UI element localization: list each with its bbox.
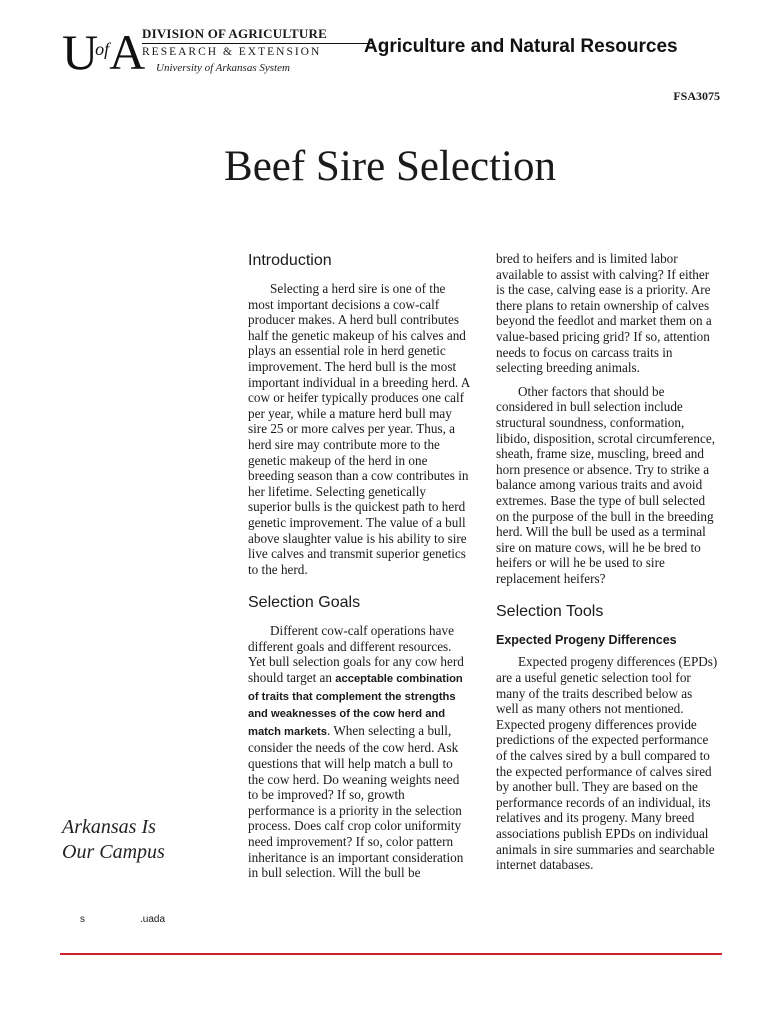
selection-goals-paragraph: Different cow-calf operations have different goals and different resources. Yet bull selection goals for any cow herd should target an acceptable combination of traits that complement the strengths and weaknesses of the cow herd and match markets. When selecting a bull, consider the needs of the cow herd. Ask questions that will help match a bull to the cow herd. Do weaning weights need to be improved? If so, growth performance is a priority in the selection process. Does calf crop color uniformity need improvement? If so, color pattern inheritance is an important consideration in bull selection. Will the bull be (248, 623, 464, 881)
logo-university: University of Arkansas System (156, 62, 290, 74)
page-title: Beef Sire Selection (224, 143, 556, 190)
other-factors-paragraph: Other factors that should be considered in bull selection include structural soundness, conformation, libido, disposition, scrotal circumference, sheath, frame size, muscling, breed and horn presence or absence. Try to strike a balance among various traits and avoid extremes. Base the type of bull selected on the purpose of the bull in the breeding herd. Will the bull be used as a terminal sire on mature cows, will he be bred to heifers or will he be used to sire replacement heifers? (496, 383, 715, 586)
document-number: FSA3075 (673, 89, 720, 103)
epd-heading: Expected Progeny Differences (496, 633, 677, 648)
column-1 (248, 251, 470, 889)
epd-paragraph: Expected progeny differences (EPDs) are a useful genetic selection tool for many of the traits described below as well as many others not mentioned. Expected progeny differences provide predictions of the expected performance of the calves sired by a bull compared to the expected performance of calves sired by another bull. They are based on the performance records of an individual, its relatives and its progeny. Many breed associations publish EPDs on individual animals in sire summaries and searchable internet databases. (496, 654, 718, 873)
series-title: Agriculture and Natural Resources (364, 36, 678, 57)
introduction-heading: Introduction (248, 252, 332, 269)
logo-research-extension: RESEARCH & EXTENSION (142, 46, 322, 58)
selection-goals-heading: Selection Goals (248, 594, 361, 612)
selection-tools-heading: Selection Tools (496, 603, 604, 621)
introduction-paragraph: Selecting a herd sire is one of the most important decisions a cow-calf producer makes. A herd bull contributes half the genetic makeup of his calves and plays an essential role in herd genetic improvement. The herd bull is the most important individual in a breeding herd. A cow or heifer typically produces one calf per year, while a mature herd bull may sire 25 or more calves per year. Thus, a herd sire may contribute more to the genetic makeup of the herd in one breeding season than a cow contributes in her lifetime. Selecting genetically superior bulls is the quickest path to herd genetic improvement. The value of a bull above slaughter value is his ability to sire live calves and transmit superior genetics to the herd. (248, 281, 470, 577)
logo-mark: $U^{of}A$ (62, 24, 143, 80)
logo-division: DIVISION OF AGRICULTURE (142, 26, 327, 41)
campus-tagline: Arkansas Is Our Campus (62, 816, 165, 863)
uaex-logo (62, 24, 327, 80)
footer-red-rule (60, 953, 722, 955)
footer-fragment: s (80, 914, 85, 925)
continued-paragraph: bred to heifers and is limited labor available to assist with calving? If either is the case, calving ease is a priority. Are there plans to retain ownership of calves beyond the feedlot and market them on a value-based pricing grid? If so, attention needs to focus on carcass traits in selecting breeding animals. (496, 251, 712, 376)
footer-website: .uada (140, 914, 166, 925)
logo-divider (142, 43, 374, 44)
column-2 (496, 251, 718, 881)
goals-emphasis: acceptable combination of traits that complement the strengths and weaknesses of the cow herd and match markets (248, 673, 463, 738)
